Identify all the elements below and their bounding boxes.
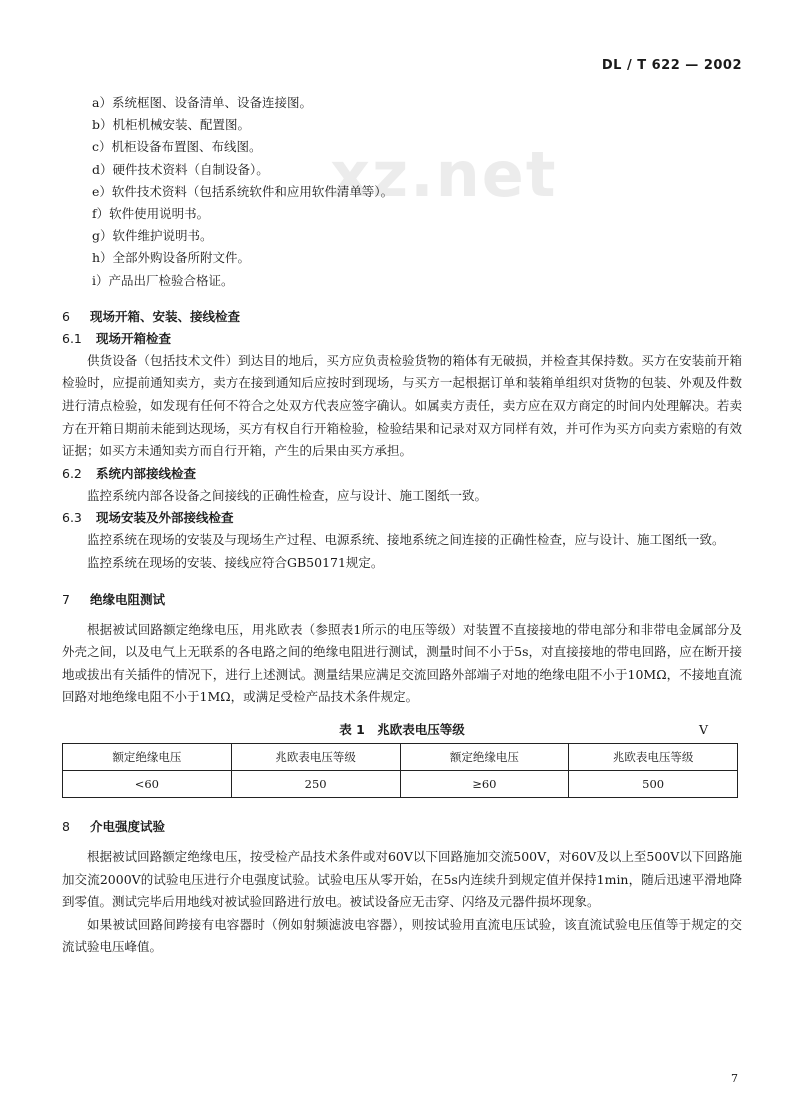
list-item: a）系统框图、设备清单、设备连接图。 bbox=[92, 95, 312, 110]
list-item: h）全部外购设备所附文件。 bbox=[92, 250, 251, 266]
watermark: xz.net bbox=[330, 138, 558, 211]
list-item: c）机柜设备布置图、布线图。 bbox=[92, 139, 262, 155]
page-number: 7 bbox=[731, 1072, 738, 1085]
table-cell: ≥60 bbox=[400, 770, 569, 797]
section-title: 介电强度试验 bbox=[90, 818, 166, 834]
list-item: d）硬件技术资料（自制设备）。 bbox=[92, 161, 269, 177]
table-caption bbox=[62, 719, 742, 741]
table-cell: <60 bbox=[63, 770, 232, 797]
section-number: 6.2 bbox=[62, 465, 82, 481]
section-number: 8 bbox=[62, 818, 70, 834]
table-header-cell: 兆欧表电压等级 bbox=[231, 743, 400, 770]
section-6-1-heading bbox=[62, 328, 742, 350]
paragraph: 供货设备（包括技术文件）到达目的地后，买方应负责检验货物的箱体有无破损，并检查其保持数。买方在安装前开箱检验时，应提前通知卖方，卖方在接到通知后应按时到现场，与买方一起根据订单和装箱单组织对货物的包装、外观及件数进行清点检验，如发现有任何不符合之处双方代表应签字确认。如属卖方责任，卖方应在双方商定的时间内处理解决。若卖方在开箱日期前未能到达现场，买方有权自行开箱检验，检验结果和记录对双方同样有效，并可作为买方向卖方索赔的有效证据；如买方未通知卖方而自行开箱，产生的后果由买方承担。 bbox=[62, 352, 742, 459]
paragraph: 根据被试回路额定绝缘电压，按受检产品技术条件或对60V以下回路施加交流500V，对60V及以上至500V以下回路施加交流2000V的试验电压进行介电强度试验。试验电压从零开始，在5s内连续升到规定值并保持1min，随后迅速平滑地降到零值。测试完毕后用地线对被试验回路进行放电。被试设备应无击穿、闪络及元器件损坏现象。 bbox=[62, 848, 742, 910]
table-row bbox=[63, 770, 738, 797]
deliverables-list bbox=[62, 92, 742, 292]
standard-code: DL / T 622 — 2002 bbox=[601, 58, 742, 73]
section-title: 系统内部接线检查 bbox=[96, 465, 197, 481]
table-header-cell: 额定绝缘电压 bbox=[400, 743, 569, 770]
section-6-3-heading bbox=[62, 507, 742, 529]
section-number: 6 bbox=[62, 308, 70, 324]
table-cell: 500 bbox=[569, 770, 738, 797]
paragraph: 监控系统在现场的安装、接线应符合GB50171规定。 bbox=[87, 554, 384, 570]
section-number: 6.3 bbox=[62, 510, 82, 526]
section-title: 现场开箱检查 bbox=[96, 330, 172, 346]
section-6-heading bbox=[62, 306, 742, 328]
section-number: 6.1 bbox=[62, 330, 82, 346]
section-8-heading bbox=[62, 816, 742, 838]
table-header-row bbox=[63, 743, 738, 770]
paragraph: 根据被试回路额定绝缘电压，用兆欧表（参照表1所示的电压等级）对装置不直接接地的带电部分和非带电金属部分及外壳之间，以及电气上无联系的各电路之间的绝缘电阻进行测试，测量时间不小于5s，对直接接地的带电回路，应在断开接地或拔出有关插件的情况下，进行上述测试。测量结果应满足交流回路外部端子对地的绝缘电阻不小于10MΩ，不接地直流回路对地绝缘电阻不小于1MΩ，或满足受检产品技术条件规定。 bbox=[62, 621, 742, 705]
section-title: 现场安装及外部接线检查 bbox=[96, 510, 234, 526]
paragraph: 监控系统在现场的安装及与现场生产过程、电源系统、接地系统之间连接的正确性检查，应与设计、施工图纸一致。 bbox=[87, 532, 725, 548]
list-item: e）软件技术资料（包括系统软件和应用软件清单等）。 bbox=[92, 183, 394, 199]
document-body bbox=[62, 92, 742, 959]
table-header-cell: 兆欧表电压等级 bbox=[569, 743, 738, 770]
table-unit: V bbox=[698, 721, 708, 737]
list-item: g）软件维护说明书。 bbox=[92, 228, 213, 244]
table-header-cell: 额定绝缘电压 bbox=[63, 743, 232, 770]
paragraph: 监控系统内部各设备之间接线的正确性检查，应与设计、施工图纸一致。 bbox=[87, 487, 488, 503]
list-item: b）机柜机械安装、配置图。 bbox=[92, 117, 251, 133]
table-title: 表 1 兆欧表电压等级 bbox=[339, 721, 465, 737]
megohmmeter-voltage-table bbox=[62, 743, 738, 798]
section-number: 7 bbox=[62, 591, 70, 607]
section-title: 绝缘电阻测试 bbox=[90, 591, 166, 607]
section-title: 现场开箱、安装、接线检查 bbox=[90, 308, 241, 324]
paragraph: 如果被试回路间跨接有电容器时（例如射频滤波电容器），则按试验用直流电压试验，该直流试验电压值等于规定的交流试验电压峰值。 bbox=[62, 916, 742, 955]
list-item: f）软件使用说明书。 bbox=[92, 206, 210, 222]
table-cell: 250 bbox=[231, 770, 400, 797]
section-7-heading bbox=[62, 589, 742, 611]
list-item: i）产品出厂检验合格证。 bbox=[92, 272, 234, 288]
section-6-2-heading bbox=[62, 463, 742, 485]
